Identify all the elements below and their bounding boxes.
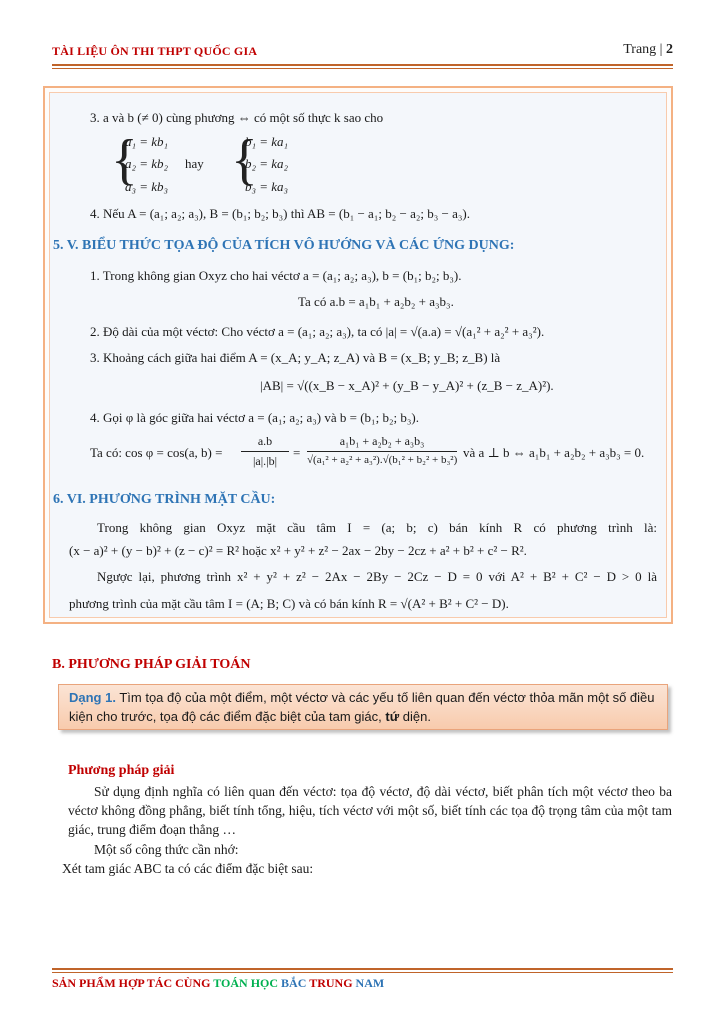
s5-item3: 3. Khoảng cách giữa hai điểm A = (x_A; y_A; z_A) và B = (x_B; y_B; z_B) là xyxy=(90,350,501,365)
equals-sign: = xyxy=(293,445,301,460)
footer-rule-thin xyxy=(52,972,673,973)
s5-item4-rhs: và a ⊥ b ⇔ a₁b₁ + a₂b₂ + a₃b₃ = 0. xyxy=(463,445,645,460)
dang-1-box: Dạng 1. Tìm tọa độ của một điểm, một véctơ và các yếu tố liên quan đến véctơ thỏa mãn một số điều kiện cho trước, tọa độ các điểm đặc biệt của tam giác, tứ diện. xyxy=(58,684,668,730)
item-3: 3. a và b (≠ 0) cùng phương ⇔ có một số thực k sao cho xyxy=(90,110,384,125)
method-title: Phương pháp giải xyxy=(68,763,175,778)
item-4: 4. Nếu A = (a₁; a₂; a₃), B = (b₁; b₂; b₃) thì AB = (b₁ − a₁; b₂ − a₂; b₃ − a₃). xyxy=(90,206,470,221)
system1-row3: a₃ = kb₃ xyxy=(125,179,169,194)
fraction1-denominator: |a|.|b| xyxy=(253,454,277,468)
system1-row2: a₂ = kb₂ xyxy=(125,156,169,171)
method-paragraph-3: Xét tam giác ABC ta có các điểm đặc biệt sau: xyxy=(62,861,314,876)
s5-item3-formula: |AB| = √((x_B − x_A)² + (y_B − y_A)² + (z_B − z_A)²). xyxy=(260,378,554,393)
s6-para2-line1: Ngược lại, phương trình x² + y² + z² − 2Ax − 2By − 2Cz − D = 0 với A² + B² + C² − D > 0 là xyxy=(97,569,657,584)
s5-item4-lhs: Ta có: cos φ = cos(a, b) = xyxy=(90,445,223,460)
page-indicator: Trang | 2 xyxy=(623,42,673,57)
fraction2-denominator: √(a₁² + a₂² + a₃²).√(b₁² + b₂² + b₃²) xyxy=(307,454,458,466)
section-5-heading: 5. V. BIỂU THỨC TỌA ĐỘ CỦA TÍCH VÔ HƯỚNG VÀ CÁC ỨNG DỤNG: xyxy=(53,238,515,253)
method-paragraph-1: Sử dụng định nghĩa có liên quan đến véctơ: tọa độ véctơ, độ dài véctơ, biết phân tích một véctơ theo ba véctơ không đồng phẳng, biết tính tổng, hiệu, tích véctơ với một số, biết tính các tọa độ trọng tâm của một tam giác, trung điểm đoạn thẳng … xyxy=(68,784,672,837)
header-rule xyxy=(52,64,673,66)
system2-row3: b₃ = ka₃ xyxy=(245,179,289,194)
dang-label: Dạng 1. xyxy=(69,690,116,705)
left-brace: { xyxy=(231,129,258,191)
s5-item4: 4. Gọi φ là góc giữa hai véctơ a = (a₁; a₂; a₃) và b = (b₁; b₂; b₃). xyxy=(90,410,419,425)
header-rule-thin xyxy=(52,68,673,69)
section-b-heading: B. PHƯƠNG PHÁP GIẢI TOÁN xyxy=(52,657,251,672)
fraction2-bar xyxy=(307,451,457,452)
method-paragraph-2: Một số công thức cần nhớ: xyxy=(94,842,239,857)
s5-item1-formula: Ta có a.b = a₁b₁ + a₂b₂ + a₃b₃. xyxy=(298,294,454,309)
system2-row1: b₁ = ka₁ xyxy=(245,134,289,149)
fraction2-numerator: a₁b₁ + a₂b₂ + a₃b₃ xyxy=(339,434,425,448)
s5-item2: 2. Độ dài của một véctơ: Cho véctơ a = (a₁; a₂; a₃), ta có |a| = √(a.a) = √(a₁² + a₂² + a₃²). xyxy=(90,324,545,339)
s6-para1-line1: Trong không gian Oxyz mặt cầu tâm I = (a; b; c) bán kính R có phương trình là: xyxy=(97,520,657,535)
system2-row2: b₂ = ka₂ xyxy=(245,156,289,171)
page-header xyxy=(52,42,673,62)
header-title: TÀI LIỆU ÔN THI THPT QUỐC GIA xyxy=(52,44,258,58)
page-number: 2 xyxy=(666,42,673,57)
footer-rule xyxy=(52,968,673,970)
s5-item1: 1. Trong không gian Oxyz cho hai véctơ a = (a₁; a₂; a₃), b = (b₁; b₂; b₃). xyxy=(90,268,462,283)
s6-para1-line2: (x − a)² + (y − b)² + (z − c)² = R² hoặc x² + y² + z² − 2ax − 2by − 2cz + a² + b² + c² − R². xyxy=(69,543,527,558)
formula-box xyxy=(43,86,673,624)
system1-row1: a₁ = kb₁ xyxy=(125,134,169,149)
footer: SẢN PHẨM HỢP TÁC CÙNG TOÁN HỌC BẮC TRUNG NAM xyxy=(52,976,385,990)
s6-para2-line2: phương trình của mặt cầu tâm I = (A; B; C) và có bán kính R = √(A² + B² + C² − D). xyxy=(69,596,509,611)
fraction1-bar xyxy=(241,451,289,452)
hay-label: hay xyxy=(185,156,204,171)
section-6-heading: 6. VI. PHƯƠNG TRÌNH MẶT CẦU: xyxy=(53,492,276,507)
left-brace: { xyxy=(111,129,138,191)
fraction1-numerator: a.b xyxy=(257,434,273,448)
